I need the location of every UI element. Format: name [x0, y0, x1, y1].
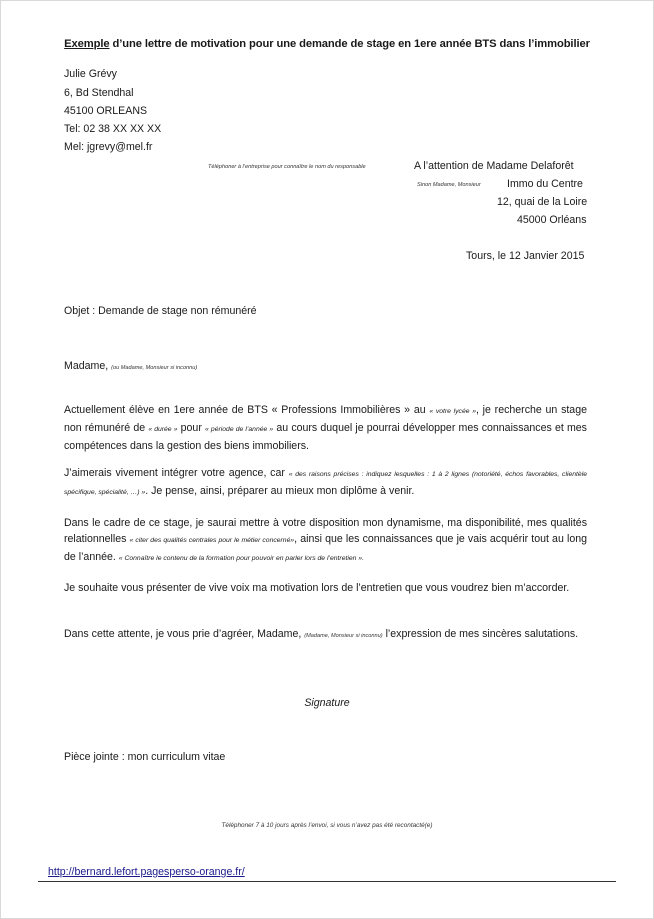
letter-date: Tours, le 12 Janvier 2015: [466, 250, 585, 262]
recipient-note-name: Téléphoner à l’entreprise pour connaître le nom du responsable: [208, 164, 366, 170]
title-rest: d’une lettre de motivation pour une demande de stage en 1ere année BTS dans l’immobilier: [109, 38, 590, 50]
p1-placeholder-school: « votre lycée »: [429, 408, 476, 415]
p3-text-a: Dans le cadre de ce stage, je saurai mettre à votre disposition mon dynamisme, ma disponibilité, mes qualités relationnelles: [64, 517, 587, 545]
footer-divider: [38, 881, 616, 882]
p3-placeholder-qualities: « citer des qualités centrales pour le métier concerné»: [129, 537, 295, 544]
title-prefix: Exemple: [64, 38, 110, 50]
p1-text-g: au cours duquel je pourrai développer mes connaissances et mes compétences dans la gestion des biens immobiliers.: [64, 422, 587, 452]
follow-up-note: Téléphoner 7 à 10 jours après l’envoi, si vous n’avez pas été recontacté(e): [221, 822, 433, 829]
p5-placeholder-title: (Madame, Monsieur si inconnu): [304, 633, 383, 639]
p5-text-c: l’expression de mes sincères salutations.: [382, 628, 579, 640]
p2-text-a: J’aimerais vivement intégrer votre agence, car: [64, 467, 289, 479]
paragraph-intro: [64, 402, 587, 454]
p3-placeholder-training: « Connaître le contenu de la formation pour pouvoir en parler lors de l’entretien ».: [118, 555, 364, 562]
p3-text-c: , ainsi que les connaissances que je vais acquérir tout au long de l’année.: [64, 533, 587, 563]
p5-text-a: Dans cette attente, je vous prie d’agréer, Madame,: [64, 628, 305, 640]
sender-mail: Mel: jgrevy@mel.fr: [64, 141, 153, 153]
recipient-company: Immo du Centre: [507, 178, 583, 190]
footer-link[interactable]: http://bernard.lefort.pagesperso-orange.fr/: [48, 866, 245, 878]
sender-street: 6, Bd Stendhal: [64, 87, 134, 99]
salutation: [64, 360, 197, 372]
salutation-note: (ou Madame, Monsieur si inconnu): [111, 365, 198, 371]
sender-tel: Tel: 02 38 XX XX XX: [64, 123, 162, 135]
recipient-street: 12, quai de la Loire: [497, 196, 588, 208]
paragraph-motivation: [64, 465, 587, 501]
recipient-city: 45000 Orléans: [517, 214, 587, 226]
recipient-note-fallback: Sinon Madame, Monsieur: [417, 182, 481, 188]
document-title: [0, 38, 654, 50]
paragraph-qualities: [64, 515, 587, 567]
p1-text-c: , je recherche un stage non rémunéré de: [64, 404, 587, 434]
p1-placeholder-period: « période de l’année »: [205, 426, 274, 433]
signature: Signature: [304, 697, 350, 709]
sender-name: Julie Grévy: [64, 68, 117, 80]
sender-city: 45100 ORLEANS: [64, 105, 148, 117]
p1-text-e: pour: [177, 422, 206, 434]
paragraph-interview: Je souhaite vous présenter de vive voix ma motivation lors de l’entretien que vous voudrez bien m’accorder.: [64, 582, 570, 594]
p1-text-a: Actuellement élève en 1ere année de BTS « Professions Immobilières » au: [64, 404, 430, 416]
paragraph-closing: [64, 626, 587, 644]
p2-placeholder-reasons: « des raisons précises : indiquez lesquelles : 1 à 2 lignes (notoriété, échos favorables, clientèle spécifique, spécialité, …) »: [64, 471, 587, 496]
p1-placeholder-duration: « durée »: [148, 426, 178, 433]
attachment-note: Pièce jointe : mon curriculum vitae: [64, 751, 226, 763]
letter-object: Objet : Demande de stage non rémunéré: [64, 305, 257, 317]
salutation-text: Madame,: [64, 360, 109, 372]
recipient-attention: A l’attention de Madame Delaforêt: [414, 160, 574, 172]
p2-text-c: . Je pense, ainsi, préparer au mieux mon diplôme à venir.: [145, 485, 415, 497]
